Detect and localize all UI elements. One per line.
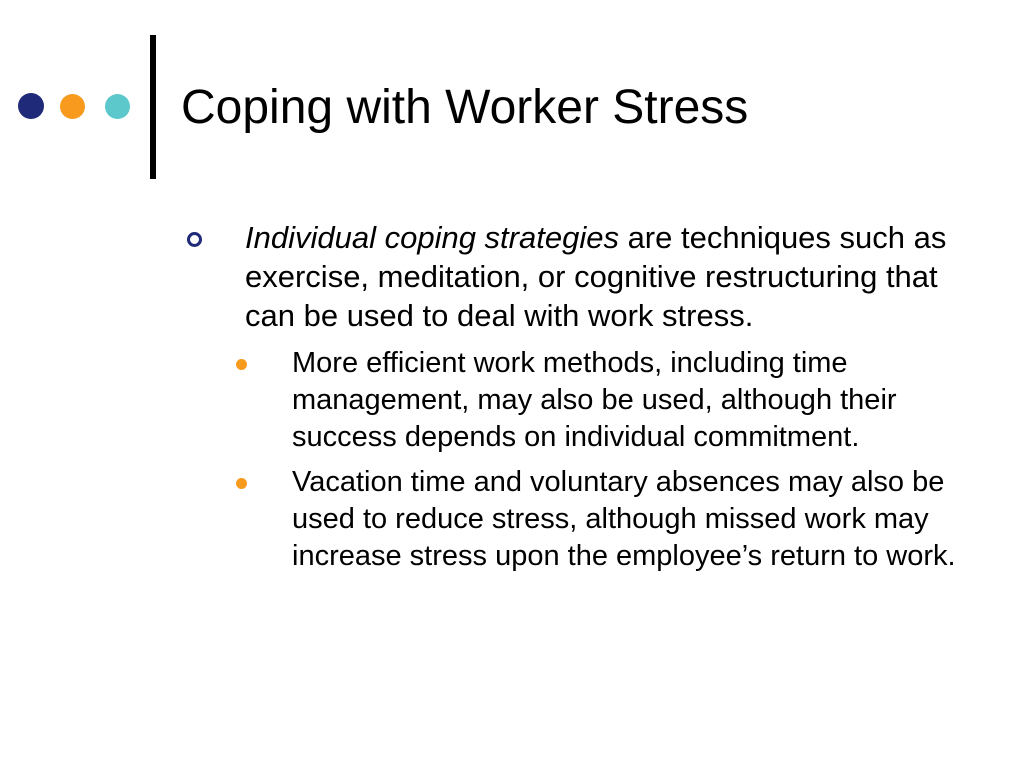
sub-point-text: Vacation time and voluntary absences may also be used to reduce stress, although missed work may increase stress upon the employee’s return to work. bbox=[292, 466, 956, 572]
main-point-text: are techniques such as exercise, meditation, or cognitive restructuring that can be used to deal with work stress. bbox=[245, 220, 947, 333]
sub-point-text: More efficient work methods, including time management, may also be used, although their success depends on individual commitment. bbox=[292, 347, 897, 453]
main-point bbox=[182, 218, 955, 335]
navy-dot-icon bbox=[18, 93, 44, 119]
sub-point bbox=[182, 345, 962, 456]
orange-dot-icon bbox=[60, 94, 85, 119]
slide-body bbox=[182, 218, 972, 575]
slide-title: Coping with Worker Stress bbox=[181, 81, 749, 134]
title-divider bbox=[150, 35, 156, 179]
ring-bullet-icon bbox=[187, 232, 202, 247]
main-point-term: Individual coping strategies bbox=[245, 220, 619, 255]
teal-dot-icon bbox=[105, 94, 130, 119]
dot-bullet-icon bbox=[236, 478, 247, 489]
dot-bullet-icon bbox=[236, 359, 247, 370]
sub-point bbox=[182, 464, 962, 575]
